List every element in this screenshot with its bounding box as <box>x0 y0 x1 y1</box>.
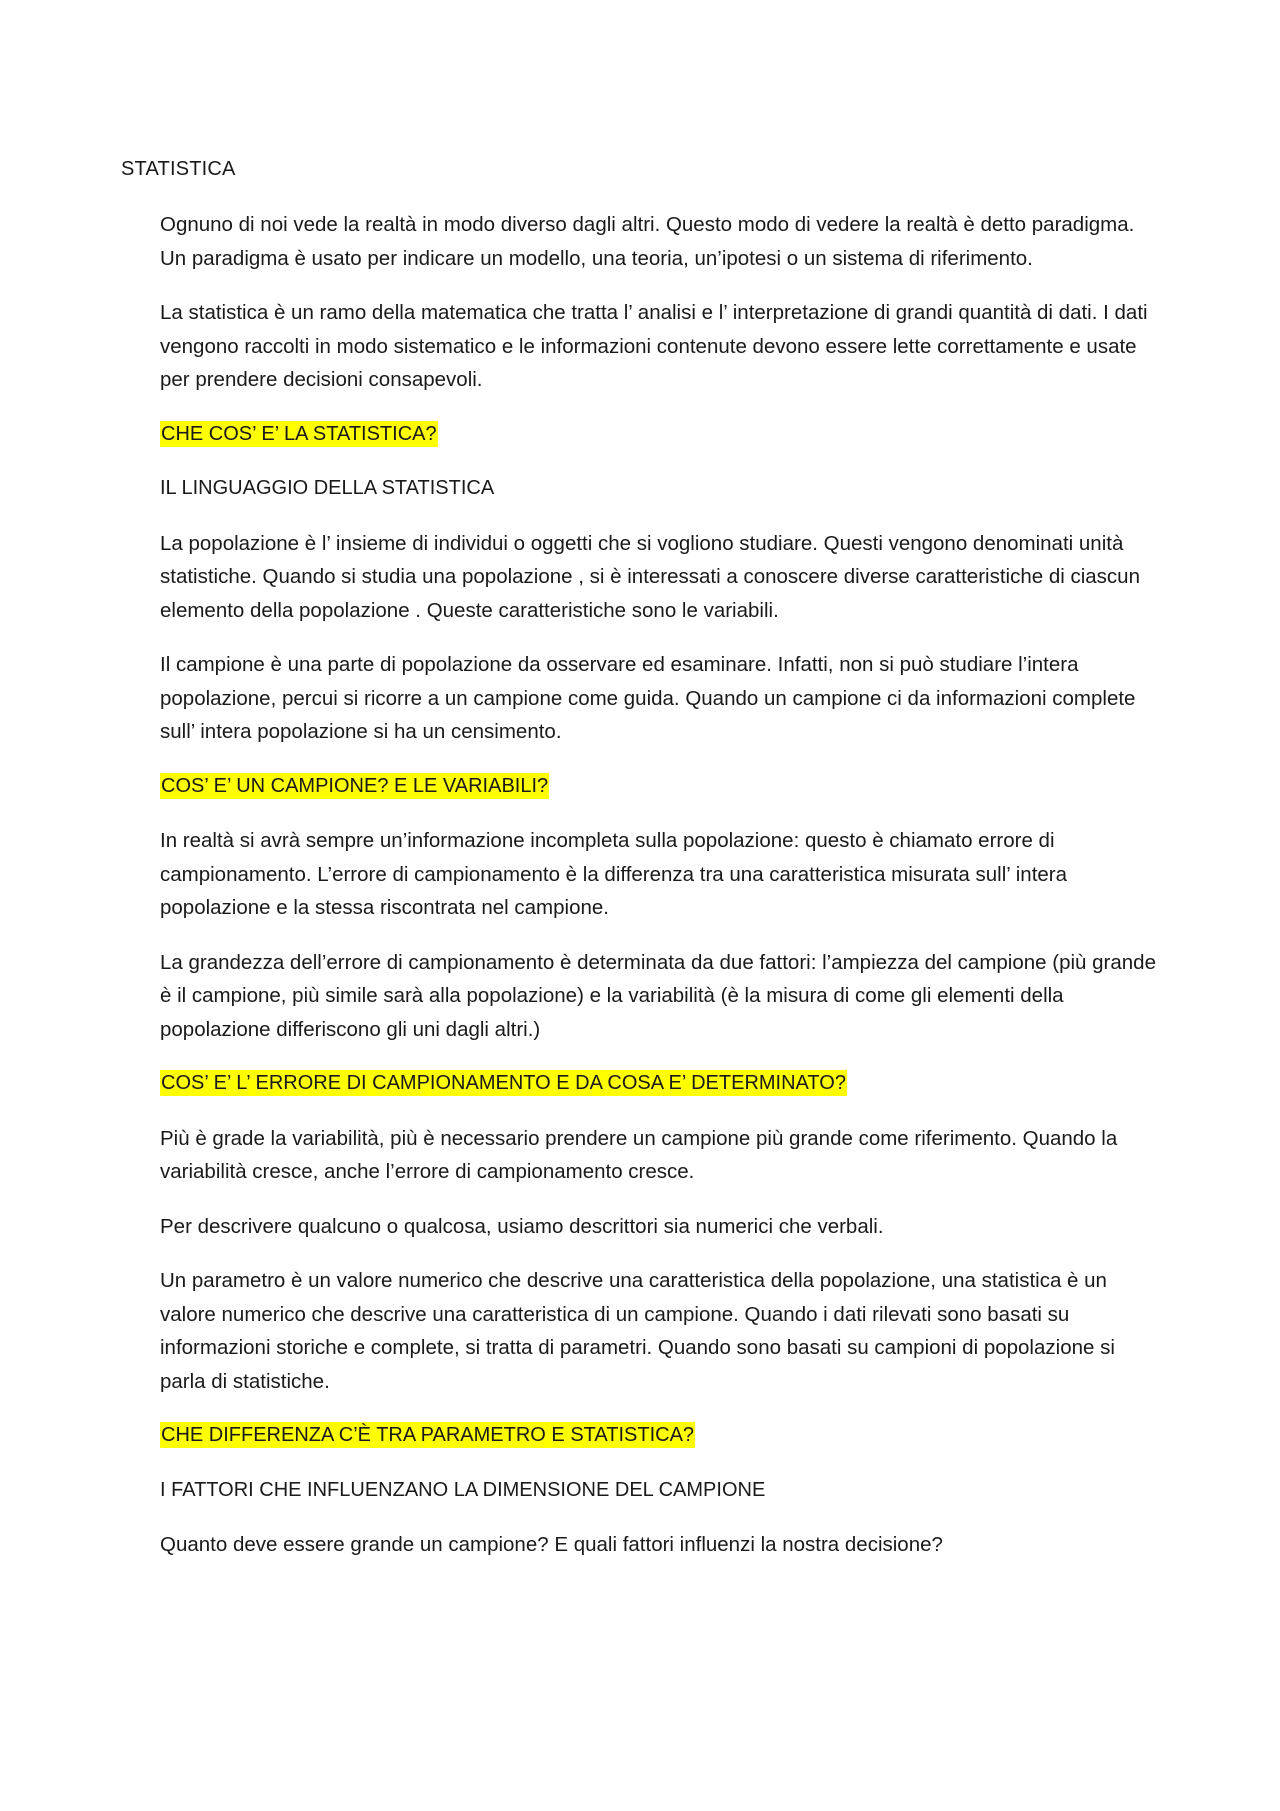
question-heading <box>160 1067 1160 1101</box>
question-heading <box>160 418 1160 452</box>
highlighted-question: CHE COS’ E’ LA STATISTICA? <box>161 422 437 445</box>
question-heading <box>160 770 1160 804</box>
highlighted-question: COS’ E’ L’ ERRORE DI CAMPIONAMENTO E DA COSA E’ DETERMINATO? <box>161 1072 846 1094</box>
section-heading: IL LINGUAGGIO DELLA STATISTICA <box>160 477 495 499</box>
paragraph-parametro: Un parametro è un valore numerico che descrive una caratteristica della popolazione, una statistica è un valore numerico che descrive una caratteristica di un campione. Quando i dati rilevati sono basati su informazioni storiche e complete, si tratta di parametri. Quando sono basati su campioni di popolazione si parla di statistiche. <box>160 1269 1115 1393</box>
paragraph-errore-campionamento: In realtà si avrà sempre un’informazione incompleta sulla popolazione: questo è chiamato errore di campionamento. L’errore di campionamento è la differenza tra una caratteristica misurata sull’ intera popolazione e la stessa riscontrata nel campione. <box>160 829 1068 919</box>
paragraph-variabilita: Più è grade la variabilità, più è necessario prendere un campione più grande come riferimento. Quando la variabilità cresce, anche l’errore di campionamento cresce. <box>160 1126 1118 1183</box>
highlighted-question: COS’ E’ UN CAMPIONE? E LE VARIABILI? <box>161 774 549 797</box>
section-heading: I FATTORI CHE INFLUENZANO LA DIMENSIONE DEL CAMPIONE <box>160 1478 766 1501</box>
paragraph-domanda-campione: Quanto deve essere grande un campione? E quali fattori influenzi la nostra decisione? <box>160 1533 943 1556</box>
document-title: STATISTICA <box>121 158 236 180</box>
highlighted-question: CHE DIFFERENZA C’È TRA PARAMETRO E STATISTICA? <box>161 1424 695 1446</box>
paragraph-popolazione: La popolazione è l’ insieme di individui o oggetti che si vogliono studiare. Questi vengono denominati unità statistiche. Quando si studia una popolazione , si è interessati a conoscere diverse caratteristiche di ciascun elemento della popolazione . Queste caratteristiche sono le variabili. <box>160 531 1140 622</box>
document-body <box>160 208 1160 1583</box>
paragraph-statistica-definizione: La statistica è un ramo della matematica che tratta l’ analisi e l’ interpretazione di grandi quantità di dati. I dati vengono raccolti in modo sistematico e le informazioni contenute devono essere lette correttamente e usate per prendere decisioni consapevoli. <box>160 301 1148 391</box>
paragraph-campione: Il campione è una parte di popolazione da osservare ed esaminare. Infatti, non si può studiare l’intera popolazione, percui si ricorre a un campione come guida. Quando un campione ci da informazioni complete sull’ intera popolazione si ha un censimento. <box>160 653 1136 743</box>
paragraph-paradigma: Ognuno di noi vede la realtà in modo diverso dagli altri. Questo modo di vedere la realtà è detto paradigma. Un paradigma è usato per indicare un modello, una teoria, un’ipotesi o un sistema di riferimento. <box>160 213 1135 270</box>
question-heading <box>160 1419 1160 1453</box>
paragraph-descrittori: Per descrivere qualcuno o qualcosa, usiamo descrittori sia numerici che verbali. <box>160 1214 884 1238</box>
paragraph-grandezza-errore: La grandezza dell’errore di campionamento è determinata da due fattori: l’ampiezza del campione (più grande è il campione, più simile sarà alla popolazione) e la variabilità (è la misura di come gli elementi della popolazione differiscono gli uni dagli altri.) <box>160 950 1156 1041</box>
